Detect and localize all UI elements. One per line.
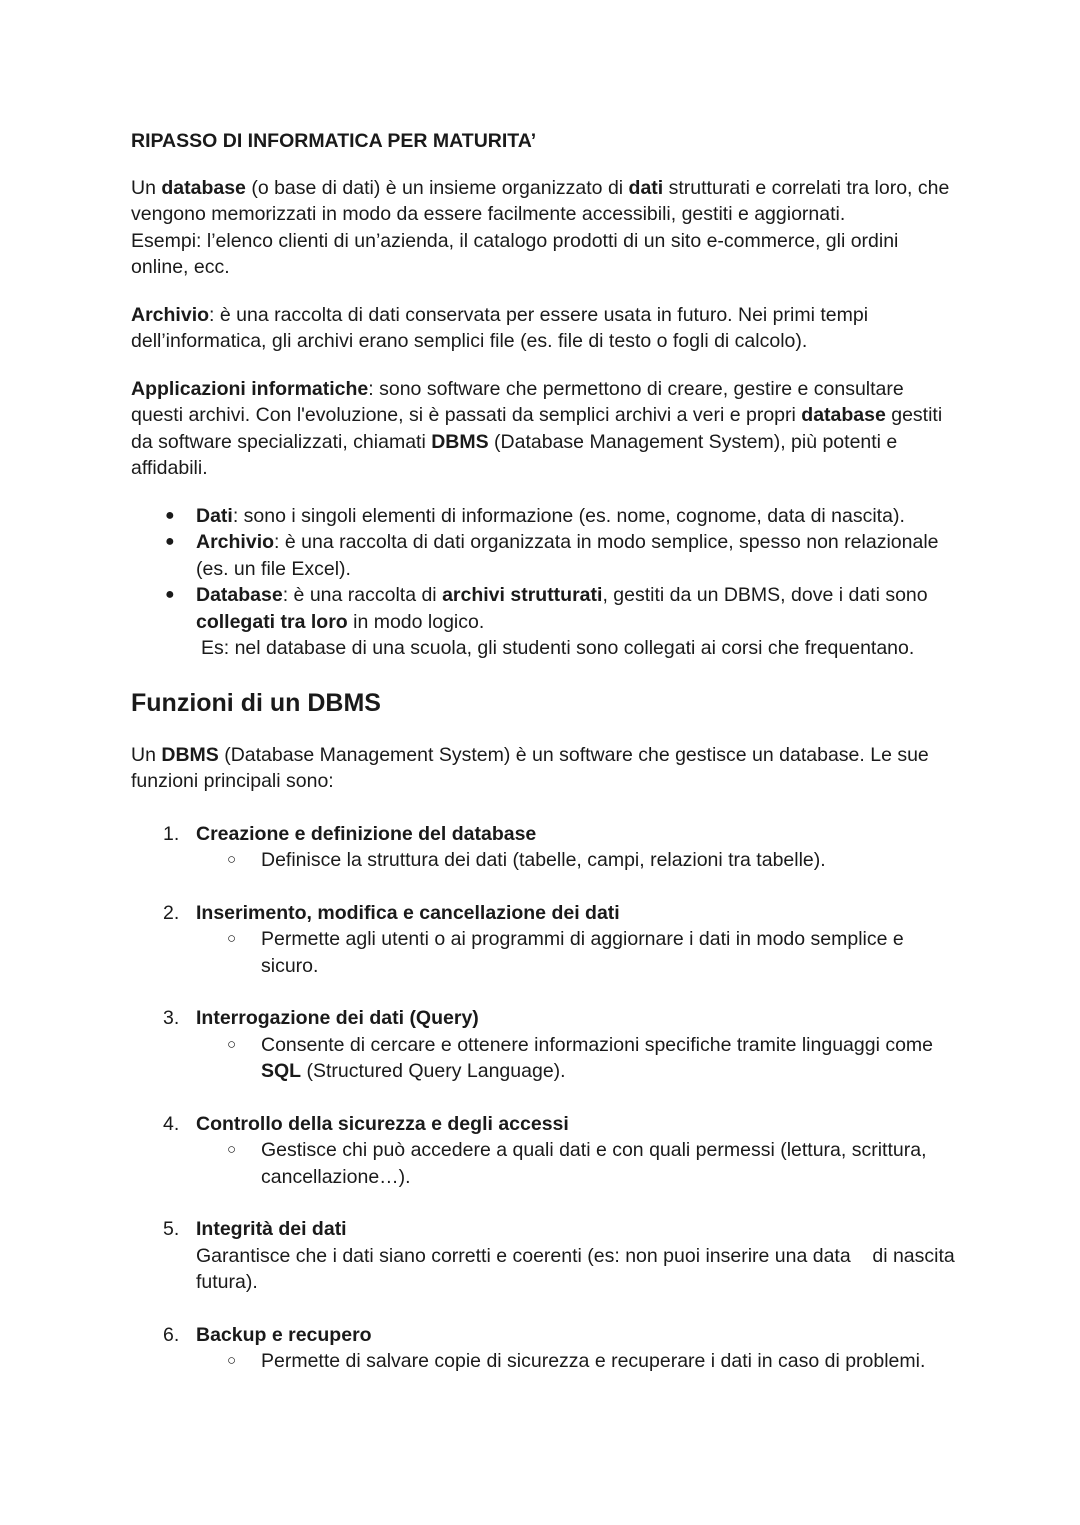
function-desc: ○ Permette agli utenti o ai programmi di aggiornare i dati in modo semplice e sicuro. — [227, 928, 904, 977]
function-item-5: 5. Integrità dei dati Garantisce che i dati siano corretti e coerenti (es: non puoi inserire una data di nascita futura). — [131, 1216, 961, 1296]
list-item-database: ● Database: è una raccolta di archivi strutturati, gestiti da un DBMS, dove i dati sono collegati tra loro in modo logico. Es: nel database di una scuola, gli studenti sono collegati ai corsi che frequentano. — [165, 584, 928, 659]
list-item-archivio: ● Archivio: è una raccolta di dati organizzata in modo semplice, spesso non relazionale (es. un file Excel). — [165, 531, 939, 580]
document-title: RIPASSO DI INFORMATICA PER MATURITA’ — [131, 130, 537, 152]
function-title: Backup e recupero — [196, 1323, 372, 1346]
function-title: Inserimento, modifica e cancellazione dei dati — [196, 901, 620, 924]
function-item-6: 6. Backup e recupero ○ Permette di salvare copie di sicurezza e recuperare i dati in caso di problemi. — [131, 1322, 961, 1375]
function-desc: ○ Consente di cercare e ottenere informazioni specifiche tramite linguaggi come SQL (Structured Query Language). — [227, 1033, 934, 1082]
function-desc: Garantisce che i dati siano corretti e coerenti (es: non puoi inserire una data di nascita futura). — [196, 1244, 961, 1293]
circle-bullet-icon: ○ — [227, 1035, 237, 1053]
bullet-icon: ● — [165, 506, 175, 524]
database-example: Es: nel database di una scuola, gli studenti sono collegati ai corsi che frequentano. — [201, 637, 915, 659]
bullet-icon: ● — [165, 533, 175, 550]
circle-bullet-icon: ○ — [227, 930, 237, 947]
function-desc: ○ Gestisce chi può accedere a quali dati e con quali permessi (lettura, scrittura, cancellazione…). — [227, 1139, 927, 1188]
function-desc: ○ Definisce la struttura dei dati (tabelle, campi, relazioni tra tabelle). — [196, 847, 961, 874]
function-item-1: 1. Creazione e definizione del database ○ Definisce la struttura dei dati (tabelle, campi, relazioni tra tabelle). — [131, 821, 961, 874]
function-title: Controllo della sicurezza e degli accessi — [196, 1112, 569, 1135]
function-title: Integrità dei dati — [196, 1218, 347, 1240]
definitions-list — [131, 503, 961, 662]
section-heading: Funzioni di un DBMS — [131, 688, 381, 717]
applicazioni-paragraph: Applicazioni informatiche: sono software che permettono di creare, gestire e consultare questi archivi. Con l'evoluzione, si è passati da semplici archivi a veri e propri database gestiti da software specializzati, chiamati DBMS (Database Management System), più potenti e affidabili. — [131, 377, 943, 479]
circle-bullet-icon: ○ — [227, 1352, 237, 1369]
function-item-4: 4. Controllo della sicurezza e degli accessi ○ Gestisce chi può accedere a quali dati e con quali permessi (lettura, scrittura, cancellazione…). — [131, 1111, 961, 1191]
function-desc: ○ Permette di salvare copie di sicurezza e recuperare i dati in caso di problemi. — [196, 1348, 961, 1375]
dbms-intro-paragraph: Un DBMS (Database Management System) è un software che gestisce un database. Le sue funzioni principali sono: — [131, 743, 929, 792]
intro-paragraph: Un database (o base di dati) è un insieme organizzato di dati strutturati e correlati tra loro, che vengono memorizzati in modo da essere facilmente accessibili, gestiti e aggiornati. Esempi: l’elenco clienti di un’azienda, il catalogo prodotti di un sito e-commerce, gli ordini online, ecc. — [131, 176, 950, 278]
archivio-paragraph: Archivio: è una raccolta di dati conservata per essere usata in futuro. Nei primi tempi dell’informatica, gli archivi erano semplici file (es. file di testo o fogli di calcolo). — [131, 303, 869, 352]
function-item-3: 3. Interrogazione dei dati (Query) ○ Consente di cercare e ottenere informazioni specifiche tramite linguaggi come SQL (Structured Query Language). — [131, 1005, 961, 1085]
function-title: Interrogazione dei dati (Query) — [196, 1007, 479, 1029]
circle-bullet-icon: ○ — [227, 851, 237, 868]
function-item-2: 2. Inserimento, modifica e cancellazione dei dati ○ Permette agli utenti o ai programmi di aggiornare i dati in modo semplice e sicuro. — [131, 900, 961, 980]
bullet-icon: ● — [165, 586, 175, 603]
document-page — [131, 128, 961, 1401]
circle-bullet-icon: ○ — [227, 1141, 237, 1158]
function-title: Creazione e definizione del database — [196, 822, 537, 845]
list-item-dati: ● Dati: sono i singoli elementi di informazione (es. nome, cognome, data di nascita). — [196, 503, 961, 530]
